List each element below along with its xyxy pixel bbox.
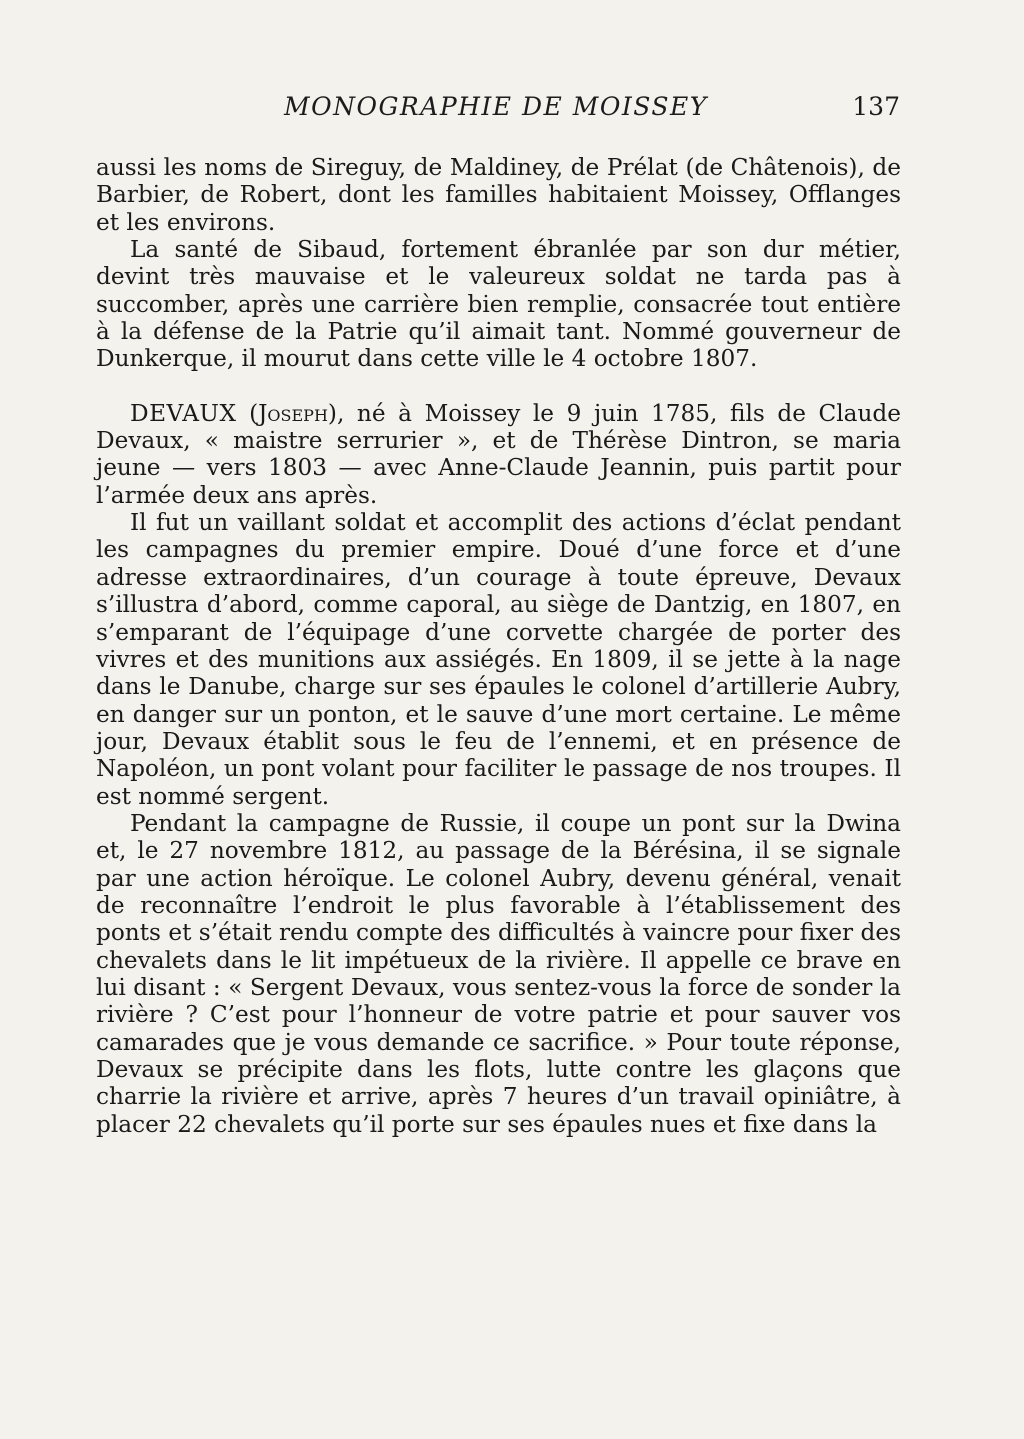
paragraph-devaux-soldier: Il fut un vaillant soldat et accomplit des actions d’éclat pendant les campagnes du premier empire. Doué d’une force et d’une adresse extraordinaires, d’un courage à toute épreuve, Devaux s’illustra d’abord, comme caporal, au siège de Dantzig, en 1807, en s’emparant de l’équipage d’une corvette chargée de porter des vivres et des munitions aux assiégés. En 1809, il se jette à la nage dans le Danube, charge sur ses épaules le colonel d’artillerie Aubry, en danger sur un ponton, et le sauve d’une mort certaine. Le même jour, Devaux établit sous le feu de l’ennemi, et en présence de Napoléon, un pont volant pour faciliter le passage de nos troupes. Il est nommé sergent. — [96, 509, 901, 810]
entry-devaux-intro — [96, 400, 901, 509]
entry-given-name: (Joseph) — [249, 399, 337, 427]
running-title: MONOGRAPHIE DE MOISSEY — [284, 92, 708, 121]
entry-intro-text: , né à Moissey le 9 juin 1785, fils de Claude Devaux, « maistre serrurier », et de Thérèse Dintron, se maria jeune — vers 1803 — avec Anne-Claude Jeannin, puis partit pour l’armée deux ans après. — [96, 399, 901, 509]
paragraph-continued: aussi les noms de Sireguy, de Maldiney, de Prélat (de Châtenois), de Barbier, de Robert, dont les familles habitaient Moissey, Offlanges et les environs. — [96, 154, 901, 236]
page-header — [98, 92, 900, 128]
paragraph-devaux-russia: Pendant la campagne de Russie, il coupe un pont sur la Dwina et, le 27 novembre 1812, au passage de la Bérésina, il se signale par une action héroïque. Le colonel Aubry, devenu général, venait de reconnaître l’endroit le plus favorable à l’établissement des ponts et s’était rendu compte des difficultés à vaincre pour fixer des chevalets dans le lit impétueux de la rivière. Il appelle ce brave en lui disant : « Sergent Devaux, vous sentez-vous la force de sonder la rivière ? C’est pour l’honneur de votre patrie et pour sauver vos camarades que je vous demande ce sacrifice. » Pour toute réponse, Devaux se précipite dans les flots, lutte contre les glaçons que charrie la rivière et arrive, après 7 heures d’un travail opiniâtre, à placer 22 chevalets qu’il porte sur ses épaules nues et fixe dans la — [96, 809, 901, 1138]
page-body — [96, 154, 901, 1138]
entry-name: DEVAUX — [130, 399, 237, 427]
paragraph-sibaud: La santé de Sibaud, fortement ébranlée par son dur métier, devint très mauvaise et le valeureux soldat ne tarda pas à succomber, après une carrière bien remplie, consacrée tout entière à la défense de la Patrie qu’il aimait tant. Nommé gouverneur de Dunkerque, il mourut dans cette ville le 4 octobre 1807. — [96, 236, 901, 373]
page-number: 137 — [852, 92, 900, 121]
